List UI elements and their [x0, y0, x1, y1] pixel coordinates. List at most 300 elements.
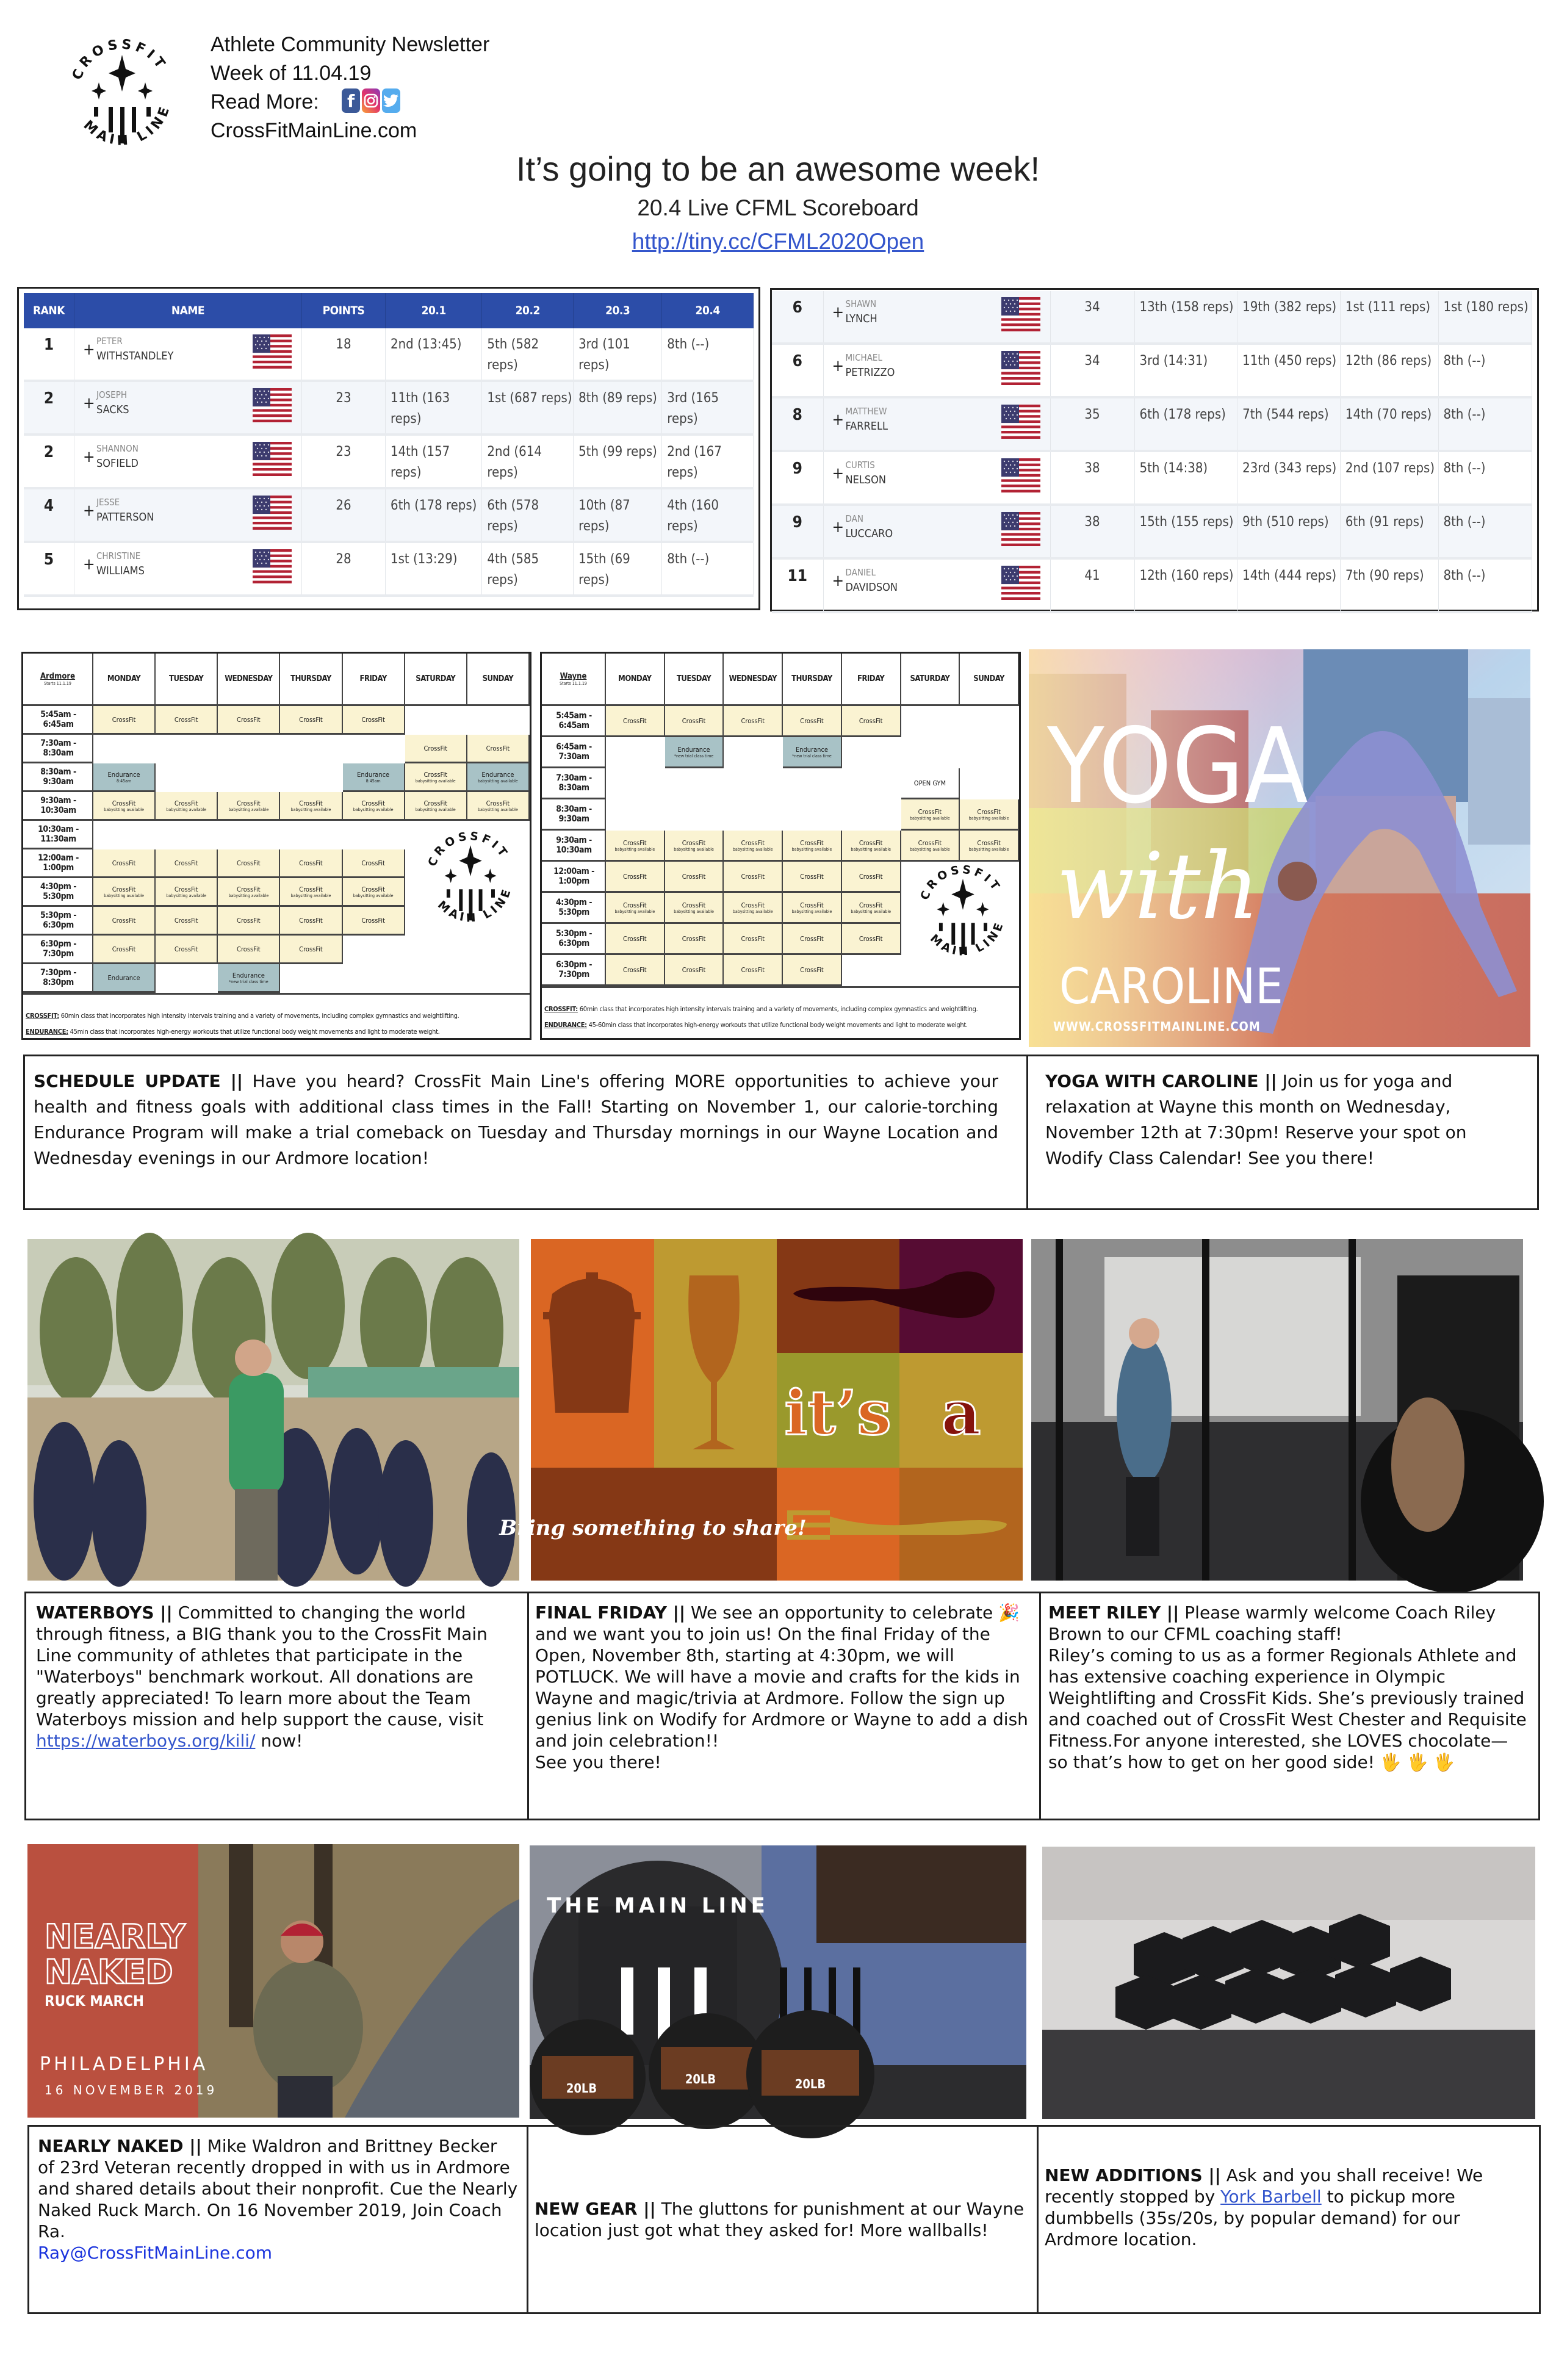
- empty-slot: [467, 936, 530, 964]
- crossfit-class[interactable]: [218, 907, 280, 936]
- expand-icon[interactable]: +: [832, 464, 845, 483]
- crossfit-class[interactable]: [280, 936, 342, 964]
- expand-icon[interactable]: +: [83, 555, 95, 574]
- crossfit-class[interactable]: [606, 893, 665, 924]
- empty-slot: [343, 735, 405, 763]
- endurance-legend-label: ENDURANCE:: [544, 1021, 587, 1029]
- class-name: Endurance: [107, 973, 140, 982]
- day-header: SATURDAY: [901, 654, 960, 706]
- score-20-2: 23rd (343 reps): [1237, 451, 1341, 505]
- rank-cell: 11: [772, 558, 823, 612]
- crossfit-class[interactable]: [665, 893, 724, 924]
- score-20-2: 6th (578 reps): [482, 488, 574, 542]
- crossfit-class[interactable]: [343, 849, 405, 878]
- crossfit-class[interactable]: [93, 878, 156, 907]
- facebook-icon[interactable]: f: [342, 88, 360, 113]
- col-20-3: 20.3: [574, 293, 662, 328]
- empty-slot: [467, 964, 530, 993]
- rank-cell: 2: [24, 381, 74, 435]
- class-name: CrossFit: [623, 838, 647, 847]
- class-name: CrossFit: [299, 859, 323, 867]
- crossfit-class[interactable]: [343, 706, 405, 735]
- athlete-last-name: DAVIDSON: [845, 581, 898, 594]
- class-name: CrossFit: [361, 799, 385, 807]
- athlete-first-name: JOSEPH: [96, 389, 127, 400]
- score-20-2: 9th (510 reps): [1237, 505, 1341, 558]
- rank-cell: 6: [772, 344, 823, 397]
- endurance-class[interactable]: [783, 737, 842, 768]
- class-note: babysitting available: [968, 815, 1009, 821]
- new-gear-heading: NEW GEAR ||: [535, 2199, 656, 2219]
- crossfit-class[interactable]: [93, 907, 156, 936]
- class-note: babysitting available: [353, 893, 394, 898]
- empty-slot: [93, 821, 156, 849]
- empty-slot: [156, 763, 218, 792]
- class-name: CrossFit: [237, 945, 261, 953]
- class-name: CrossFit: [174, 945, 198, 953]
- crossfit-class[interactable]: [280, 706, 342, 735]
- points-cell: 23: [302, 381, 386, 435]
- score-20-1: 12th (160 reps): [1134, 558, 1237, 612]
- ruck-date-text: 16 NOVEMBER 2019: [45, 2083, 218, 2097]
- crossfit-class[interactable]: [665, 706, 724, 737]
- endurance-class[interactable]: [218, 964, 280, 993]
- new-additions-body1: Ask and you shall receive! We recently stopped by: [1045, 2165, 1483, 2207]
- class-note: babysitting available: [732, 846, 773, 852]
- score-20-4: 8th (--): [662, 328, 754, 381]
- class-name: CrossFit: [299, 945, 323, 953]
- crossfit-class[interactable]: [665, 831, 724, 862]
- crossfit-class[interactable]: [606, 955, 665, 986]
- class-name: CrossFit: [112, 859, 136, 867]
- york-barbell-link[interactable]: York Barbell: [1220, 2187, 1322, 2207]
- crossfit-class[interactable]: [280, 792, 342, 821]
- endurance-class[interactable]: [467, 763, 530, 792]
- twitter-icon[interactable]: [382, 88, 400, 113]
- social-links: [342, 88, 400, 113]
- scoreboard-link-row: [0, 229, 1556, 254]
- crossfit-class[interactable]: [842, 831, 901, 862]
- crossfit-main-line-logo: [419, 821, 522, 931]
- crossfit-class[interactable]: [724, 706, 783, 737]
- crossfit-class[interactable]: [93, 792, 156, 821]
- col-20-1: 20.1: [386, 293, 482, 328]
- endurance-legend-label: ENDURANCE:: [26, 1028, 68, 1036]
- crossfit-legend-text: 60min class that incorporates high intensity intervals training and a variety of movements, including complex gymnastics and weightlifting.: [59, 1012, 459, 1020]
- class-note: babysitting available: [478, 807, 518, 812]
- score-20-1: 6th (178 reps): [1134, 397, 1237, 451]
- crossfit-class[interactable]: [156, 706, 218, 735]
- class-name: CrossFit: [741, 872, 765, 881]
- athlete-first-name: CURTIS: [845, 460, 875, 471]
- crossfit-class[interactable]: [218, 706, 280, 735]
- crossfit-class[interactable]: [156, 907, 218, 936]
- class-note: *new trial class time: [229, 979, 268, 984]
- crossfit-class[interactable]: [783, 706, 842, 737]
- time-slot: 4:30pm - 5:30pm: [542, 893, 606, 924]
- final-friday-body1: We see an opportunity to celebrate: [685, 1603, 999, 1623]
- a-text: a: [941, 1377, 981, 1449]
- us-flag-icon: [253, 442, 292, 476]
- yoga-heading: YOGA WITH CAROLINE ||: [1045, 1071, 1277, 1091]
- nearly-naked-body: Mike Waldron and Brittney Becker of 23rd Veteran recently dropped in with us in Ardmore and shared details about their nonprofit. Cue the Nearly Naked Ruck March. On 16 November 2019, Join Coach Ra.: [38, 2136, 518, 2241]
- empty-slot: [665, 768, 724, 799]
- athlete-cell[interactable]: [74, 328, 302, 381]
- crossfit-class[interactable]: [665, 862, 724, 893]
- score-20-2: 11th (450 reps): [1237, 344, 1341, 397]
- crossfit-class[interactable]: [280, 907, 342, 936]
- crossfit-class[interactable]: [405, 792, 467, 821]
- athlete-first-name: MICHAEL: [845, 352, 882, 363]
- scoreboard-table-left: [24, 293, 754, 597]
- empty-slot: [343, 936, 405, 964]
- empty-slot: [405, 964, 467, 993]
- class-name: Endurance: [677, 745, 710, 754]
- crossfit-class[interactable]: [93, 936, 156, 964]
- class-name: CrossFit: [623, 901, 647, 909]
- new-additions-article: [1039, 2127, 1539, 2312]
- class-name: CrossFit: [174, 799, 198, 807]
- instagram-icon[interactable]: [362, 88, 380, 113]
- bring-something-text: Bring something to share!: [499, 1516, 807, 1540]
- day-header: THURSDAY: [280, 654, 342, 706]
- empty-slot: [783, 799, 842, 831]
- empty-slot: [405, 706, 467, 735]
- scoreboard-right: [770, 288, 1539, 611]
- crossfit-class[interactable]: [156, 849, 218, 878]
- expand-icon[interactable]: +: [832, 411, 845, 429]
- expand-icon[interactable]: +: [83, 394, 95, 413]
- crossfit-class[interactable]: [218, 878, 280, 907]
- expand-icon[interactable]: +: [83, 341, 95, 359]
- crossfit-class[interactable]: [842, 862, 901, 893]
- crossfit-class[interactable]: [606, 706, 665, 737]
- empty-slot: [842, 799, 901, 831]
- col-20-4: 20.4: [662, 293, 754, 328]
- time-slot: 5:45am - 6:45am: [542, 706, 606, 737]
- day-header: MONDAY: [606, 654, 665, 706]
- class-name: CrossFit: [112, 799, 136, 807]
- score-20-4: 8th (--): [1438, 505, 1532, 558]
- empty-slot: [901, 737, 960, 768]
- yoga-title: YOGA: [1047, 706, 1308, 827]
- class-name: CrossFit: [682, 716, 706, 725]
- crossfit-class[interactable]: [343, 792, 405, 821]
- athlete-cell[interactable]: [74, 435, 302, 488]
- meet-riley-article: [1041, 1593, 1538, 1819]
- meet-riley-heading: MEET RILEY ||: [1048, 1603, 1180, 1623]
- class-note: babysitting available: [415, 778, 456, 784]
- schedule-ardmore: [21, 652, 531, 1040]
- rank-cell: 9: [772, 505, 823, 558]
- class-name: CrossFit: [977, 838, 1001, 847]
- crossfit-class[interactable]: [724, 955, 783, 986]
- header-info: [211, 31, 489, 145]
- athlete-first-name: JESSE: [96, 497, 120, 508]
- class-name: CrossFit: [299, 715, 323, 724]
- website-label: CrossFitMainLine.com: [211, 119, 417, 142]
- empty-slot: [606, 799, 665, 831]
- class-name: CrossFit: [112, 715, 136, 724]
- athlete-last-name: NELSON: [845, 474, 886, 486]
- score-20-1: 6th (178 reps): [386, 488, 482, 542]
- location-header: [23, 654, 93, 706]
- crossfit-class[interactable]: [467, 792, 530, 821]
- score-20-3: 2nd (107 reps): [1340, 451, 1438, 505]
- class-name: CrossFit: [174, 715, 198, 724]
- athlete-first-name: DAN: [845, 513, 863, 524]
- class-name: CrossFit: [741, 716, 765, 725]
- crossfit-class[interactable]: [156, 936, 218, 964]
- athlete-first-name: DANIEL: [845, 567, 876, 578]
- scoreboard-link[interactable]: http://tiny.cc/CFML2020Open: [632, 229, 924, 254]
- athlete-first-name: MATTHEW: [845, 406, 887, 417]
- final-friday-body2: and we want you to join us! On the final Friday of the Open, November 8th, starting at 4:30pm, we will POTLUCK. We will have a movie and crafts for the kids in Wayne and magic/trivia at Ardmore. Follow the sign up genius link on Wodify for Ardmore or Wayne to add a dish and join celebration!!: [535, 1624, 1028, 1751]
- scoreboard-header: [24, 293, 754, 328]
- class-name: CrossFit: [299, 916, 323, 925]
- scoreboard-row: [24, 381, 754, 435]
- crossfit-class[interactable]: [606, 831, 665, 862]
- points-cell: 38: [1050, 451, 1134, 505]
- yoga-url-text: WWW.CROSSFITMAINLINE.COM: [1053, 1019, 1261, 1034]
- crossfit-class[interactable]: [280, 849, 342, 878]
- schedule-wayne: [540, 652, 1021, 1040]
- class-note: 8:45am: [117, 778, 132, 784]
- class-name: Endurance: [107, 770, 140, 779]
- crossfit-class[interactable]: [156, 878, 218, 907]
- us-flag-icon: [253, 496, 292, 530]
- athlete-cell[interactable]: [823, 397, 1050, 451]
- endurance-class[interactable]: [665, 737, 724, 768]
- waterboys-tail: now!: [255, 1731, 303, 1751]
- endurance-class[interactable]: [343, 763, 405, 792]
- class-note: babysitting available: [732, 909, 773, 914]
- scoreboard-left: [17, 287, 760, 610]
- class-name: CrossFit: [800, 901, 824, 909]
- class-name: CrossFit: [682, 934, 706, 943]
- class-name: CrossFit: [682, 872, 706, 881]
- crossfit-class[interactable]: [724, 924, 783, 955]
- class-name: CrossFit: [741, 965, 765, 974]
- col-name: NAME: [74, 293, 302, 328]
- us-flag-icon: [1001, 566, 1040, 600]
- class-name: CrossFit: [237, 885, 261, 893]
- crossfit-class[interactable]: [724, 831, 783, 862]
- ruck-march-text: RUCK MARCH: [45, 1992, 144, 2010]
- athlete-cell[interactable]: [823, 451, 1050, 505]
- open-gym-slot[interactable]: [901, 768, 960, 799]
- empty-slot: [343, 964, 405, 993]
- empty-slot: [960, 768, 1019, 799]
- endurance-class[interactable]: [93, 964, 156, 993]
- rank-cell: 1: [24, 328, 74, 381]
- crossfit-class[interactable]: [218, 792, 280, 821]
- potluck-bottom: [499, 1468, 1023, 1581]
- crossfit-class[interactable]: [405, 763, 467, 792]
- points-cell: 26: [302, 488, 386, 542]
- final-friday-heading: FINAL FRIDAY ||: [535, 1603, 686, 1623]
- empty-slot: [218, 821, 280, 849]
- athlete-last-name: LYNCH: [845, 312, 877, 325]
- score-20-2: 19th (382 reps): [1237, 291, 1341, 344]
- athlete-cell[interactable]: [823, 291, 1050, 344]
- crossfit-class[interactable]: [783, 924, 842, 955]
- time-slot: 8:30am - 9:30am: [542, 799, 606, 831]
- crossfit-class[interactable]: [93, 706, 156, 735]
- class-name: CrossFit: [423, 744, 448, 752]
- read-more-row: [211, 88, 489, 117]
- score-20-1: 13th (158 reps): [1134, 291, 1237, 344]
- party-popper-icon: 🎉: [998, 1603, 1020, 1623]
- location-header: [542, 654, 606, 706]
- crossfit-class[interactable]: [842, 924, 901, 955]
- crossfit-class[interactable]: [93, 849, 156, 878]
- athlete-first-name: PETER: [96, 336, 123, 347]
- day-header: MONDAY: [93, 654, 156, 706]
- main-line-mural-text: THE MAIN LINE: [547, 1894, 769, 1918]
- class-name: CrossFit: [174, 859, 198, 867]
- nearly-naked-article: [29, 2127, 528, 2312]
- scoreboard-row: [24, 542, 754, 596]
- expand-icon[interactable]: +: [832, 518, 845, 536]
- crossfit-class[interactable]: [606, 924, 665, 955]
- time-slot: 12:00am - 1:00pm: [23, 849, 93, 878]
- crossfit-class[interactable]: [343, 907, 405, 936]
- expand-icon[interactable]: +: [83, 448, 95, 466]
- day-header: TUESDAY: [665, 654, 724, 706]
- class-note: babysitting available: [104, 893, 144, 898]
- class-name: CrossFit: [486, 744, 510, 752]
- class-name: CrossFit: [918, 807, 942, 816]
- empty-slot: [280, 735, 342, 763]
- crossfit-class[interactable]: [724, 893, 783, 924]
- scoreboard-row: [772, 451, 1532, 505]
- crossfit-class[interactable]: [218, 849, 280, 878]
- crossfit-class[interactable]: [901, 799, 960, 831]
- crossfit-legend-label: CROSSFIT:: [544, 1005, 578, 1013]
- schedule-update-heading: SCHEDULE UPDATE ||: [34, 1071, 243, 1091]
- schedule-legend: [542, 986, 1019, 1047]
- expand-icon[interactable]: +: [832, 572, 845, 590]
- crossfit-class[interactable]: [218, 936, 280, 964]
- class-name: CrossFit: [623, 934, 647, 943]
- rank-cell: 4: [24, 488, 74, 542]
- crossfit-class[interactable]: [343, 878, 405, 907]
- new-additions-body2: to pickup more dumbbells (35s/20s, by popular demand) for our Ardmore location.: [1045, 2187, 1460, 2249]
- expand-icon[interactable]: +: [832, 303, 845, 322]
- athlete-cell[interactable]: [74, 488, 302, 542]
- rank-cell: 8: [772, 397, 823, 451]
- scoreboard-row: [772, 291, 1532, 344]
- score-20-2: 7th (544 reps): [1237, 397, 1341, 451]
- score-20-3: 15th (69 reps): [574, 542, 662, 596]
- empty-slot: [842, 737, 901, 768]
- crossfit-class[interactable]: [783, 893, 842, 924]
- athlete-cell[interactable]: [74, 542, 302, 596]
- row2-articles: [24, 1592, 1540, 1820]
- crossfit-class[interactable]: [724, 862, 783, 893]
- class-note: babysitting available: [353, 807, 394, 812]
- crossfit-class[interactable]: [842, 893, 901, 924]
- time-slot: 6:45am - 7:30am: [542, 737, 606, 768]
- wallball-label-2: 20LB: [685, 2072, 716, 2086]
- empty-slot: [842, 768, 901, 799]
- score-20-3: 8th (89 reps): [574, 381, 662, 435]
- crossfit-class[interactable]: [665, 924, 724, 955]
- score-20-4: 3rd (165 reps): [662, 381, 754, 435]
- start-date: Starts 11.1.19: [560, 681, 587, 686]
- waterboys-link[interactable]: https://waterboys.org/kili/: [36, 1731, 256, 1751]
- points-cell: 18: [302, 328, 386, 381]
- class-note: babysitting available: [290, 893, 331, 898]
- class-name: CrossFit: [623, 872, 647, 881]
- class-name: CrossFit: [741, 901, 765, 909]
- crossfit-class[interactable]: [280, 878, 342, 907]
- class-name: CrossFit: [237, 715, 261, 724]
- us-flag-icon: [1001, 512, 1040, 546]
- page-title: It’s going to be an awesome week!: [516, 150, 1040, 188]
- crossfit-class[interactable]: [960, 799, 1019, 831]
- athlete-cell[interactable]: [74, 381, 302, 435]
- schedule-update-article: [23, 1055, 1029, 1210]
- crossfit-class[interactable]: [467, 735, 530, 763]
- us-flag-icon: [1001, 458, 1040, 492]
- nearly-naked-image: [27, 1844, 519, 2118]
- score-20-3: 1st (111 reps): [1340, 291, 1438, 344]
- expand-icon[interactable]: +: [83, 502, 95, 520]
- points-cell: 34: [1050, 344, 1134, 397]
- class-name: CrossFit: [174, 916, 198, 925]
- time-slot: 7:30am - 8:30am: [23, 735, 93, 763]
- endurance-class[interactable]: [93, 763, 156, 792]
- crossfit-class[interactable]: [783, 862, 842, 893]
- class-note: babysitting available: [228, 893, 269, 898]
- crossfit-class[interactable]: [783, 831, 842, 862]
- athlete-first-name: SHAWN: [845, 298, 877, 309]
- class-note: babysitting available: [415, 807, 456, 812]
- athlete-cell[interactable]: [823, 558, 1050, 612]
- crossfit-class[interactable]: [405, 735, 467, 763]
- crossfit-class[interactable]: [606, 862, 665, 893]
- athlete-cell[interactable]: [823, 505, 1050, 558]
- coach-email-link[interactable]: Ray@CrossFitMainLine.com: [38, 2243, 273, 2263]
- crossfit-class[interactable]: [665, 955, 724, 986]
- expand-icon[interactable]: +: [832, 357, 845, 375]
- class-name: CrossFit: [800, 716, 824, 725]
- class-note: babysitting available: [851, 846, 891, 852]
- athlete-last-name: SOFIELD: [96, 457, 139, 470]
- scoreboard-row: [24, 328, 754, 381]
- athlete-first-name: SHANNON: [96, 443, 139, 454]
- class-name: CrossFit: [859, 934, 883, 943]
- athlete-last-name: WILLIAMS: [96, 564, 145, 577]
- endurance-legend-text: 45-60min class that incorporates high-energy workouts that utilize functional body weight movements and light to moderate weight.: [586, 1021, 968, 1029]
- empty-slot: [842, 955, 901, 986]
- empty-slot: [783, 768, 842, 799]
- crossfit-class[interactable]: [156, 792, 218, 821]
- athlete-cell[interactable]: [823, 344, 1050, 397]
- with-text: with: [1056, 834, 1260, 940]
- day-header: THURSDAY: [783, 654, 842, 706]
- crossfit-class[interactable]: [842, 706, 901, 737]
- scoreboard-row: [772, 344, 1532, 397]
- points-cell: 35: [1050, 397, 1134, 451]
- crossfit-class[interactable]: [783, 955, 842, 986]
- class-name: CrossFit: [623, 716, 647, 725]
- us-flag-icon: [1001, 351, 1040, 385]
- read-more-label: Read More:: [211, 90, 319, 114]
- class-name: CrossFit: [741, 838, 765, 847]
